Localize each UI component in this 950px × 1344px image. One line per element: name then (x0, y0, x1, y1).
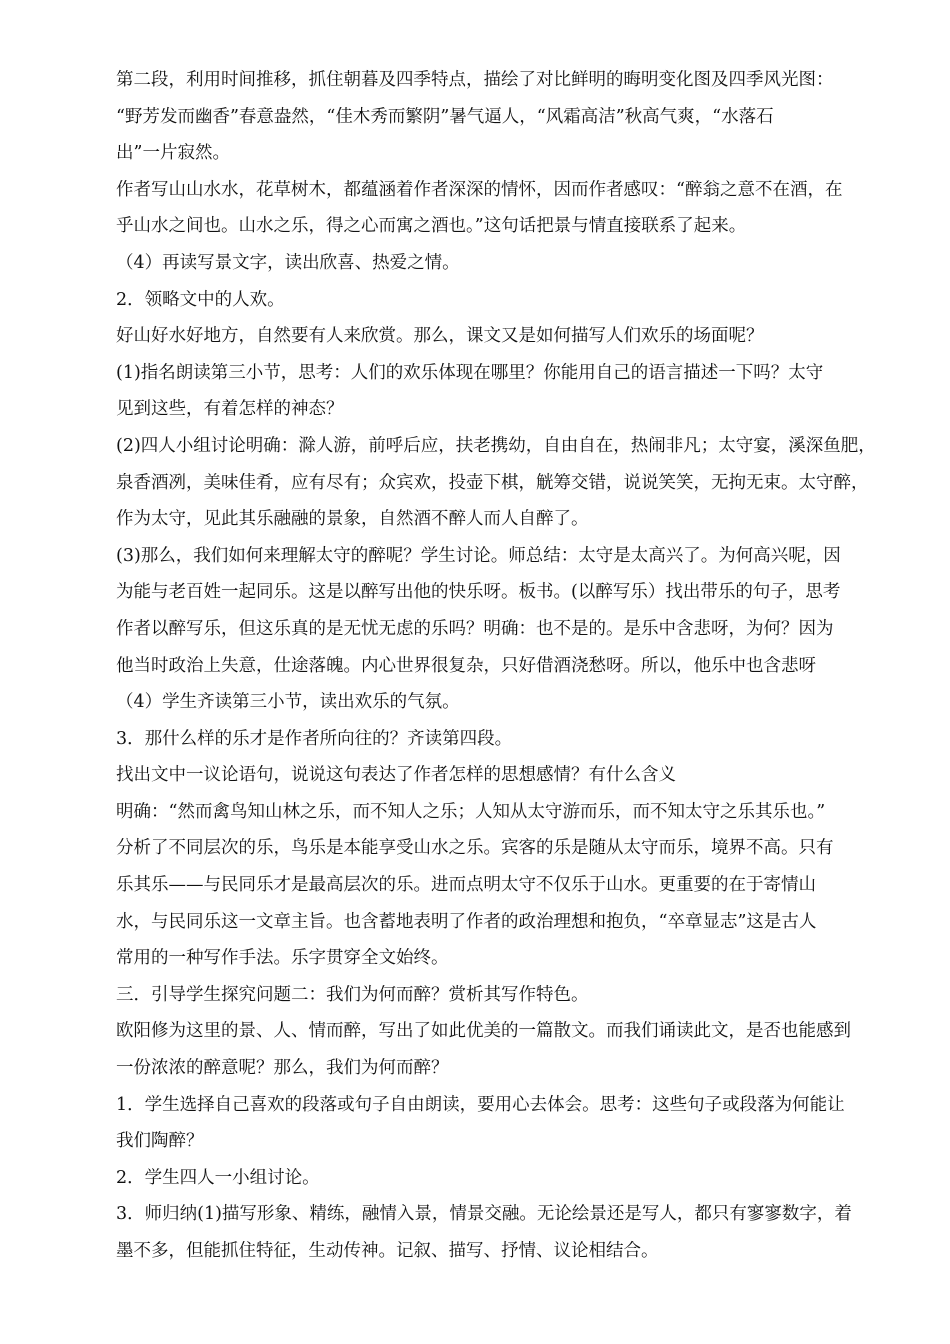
text-line: 一份浓浓的醉意呢？那么，我们为何而醉？ (116, 1058, 449, 1079)
text-line: (1)指名朗读第三小节，思考：人们的欢乐体现在哪里？你能用自己的语言描述一下吗？太守 (116, 362, 824, 383)
text-line: 1．学生选择自己喜欢的段落或句子自由朗读，要用心去体会。思考：这些句子或段落为何能让 (116, 1094, 845, 1115)
text-line: 他当时政治上失意，仕途落魄。内心世界很复杂，只好借酒浇愁呀。所以，他乐中也含悲呀 (116, 655, 816, 676)
text-line: 见到这些，有着怎样的神态？ (116, 399, 344, 420)
text-line: 作为太守，见此其乐融融的景象，自然酒不醉人而人自醉了。 (116, 509, 589, 530)
text-line: (2)四人小组讨论明确：滁人游，前呼后应，扶老携幼，自由自在，热闹非凡；太守宴，溪深鱼肥， (116, 435, 876, 456)
text-line: 3．师归纳(1)描写形象、精练，融情入景，情景交融。无论绘景还是写人，都只有寥寥数字，着 (116, 1204, 852, 1225)
text-line: 泉香酒冽，美味佳肴，应有尽有；众宾欢，投壶下棋，觥筹交错，说说笑笑，无拘无束。太守醉， (116, 472, 869, 493)
text-line: 我们陶醉？ (116, 1131, 204, 1152)
text-line: 为能与老百姓一起同乐。这是以醉写出他的快乐呀。板书。(以醉写乐）找出带乐的句子，思考 (116, 582, 841, 603)
text-line: 分析了不同层次的乐，鸟乐是本能享受山水之乐。宾客的乐是随从太守而乐，境界不高。只有 (116, 838, 834, 859)
text-line: 作者写山山水水，花草树木，都蕴涵着作者深深的情怀，因而作者感叹：“醉翁之意不在酒，在 (116, 179, 843, 200)
text-line: （4）再读写景文字，读出欣喜、热爱之情。 (116, 252, 460, 273)
text-line: 3．那什么样的乐才是作者所向往的？齐读第四段。 (116, 728, 513, 749)
text-line: 2．学生四人一小组讨论。 (116, 1167, 320, 1188)
text-line: 第二段，利用时间推移，抓住朝暮及四季特点，描绘了对比鲜明的晦明变化图及四季风光图： (116, 70, 834, 90)
text-line: 乐其乐——与民同乐才是最高层次的乐。进而点明太守不仅乐于山水。更重要的在于寄情山 (116, 875, 816, 896)
text-line: 找出文中一议论语句，说说这句表达了作者怎样的思想感情？有什么含义 (116, 765, 676, 786)
text-line: 2．领略文中的人欢。 (116, 289, 285, 310)
text-line: 墨不多，但能抓住特征，生动传神。记叙、描写、抒情、议论相结合。 (116, 1241, 659, 1261)
text-line: 常用的一种写作手法。乐字贯穿全文始终。 (116, 948, 449, 969)
text-line: 水，与民同乐这一文章主旨。也含蓄地表明了作者的政治理想和抱负，“卒章显志”这是古人 (116, 911, 817, 932)
text-line: 欧阳修为这里的景、人、情而醉，写出了如此优美的一篇散文。而我们诵读此文，是否也能感到 (116, 1021, 851, 1042)
text-line: (3)那么，我们如何来理解太守的醉呢？学生讨论。师总结：太守是太高兴了。为何高兴呢，因 (116, 545, 841, 566)
text-line: 好山好水好地方，自然要有人来欣赏。那么，课文又是如何描写人们欢乐的场面呢？ (116, 326, 764, 347)
text-line: 明确：“然而禽鸟知山林之乐，而不知人之乐；人知从太守游而乐，而不知太守之乐其乐也。” (116, 801, 826, 822)
text-line: 三．引导学生探究问题二：我们为何而醉？赏析其写作特色。 (116, 984, 589, 1005)
text-line: （4）学生齐读第三小节，读出欢乐的气氛。 (116, 692, 460, 713)
text-line: 乎山水之间也。山水之乐，得之心而寓之酒也。”这句话把景与情直接联系了起来。 (116, 216, 747, 237)
text-line: 作者以醉写乐，但这乐真的是无忧无虑的乐吗？明确：也不是的。是乐中含悲呀，为何？因为 (116, 618, 834, 639)
text-line: 出”一片寂然。 (116, 143, 230, 164)
text-line: “野芳发而幽香”春意盎然，“佳木秀而繁阴”暑气逼人，“风霜高洁”秋高气爽，“水落石 (116, 106, 774, 127)
